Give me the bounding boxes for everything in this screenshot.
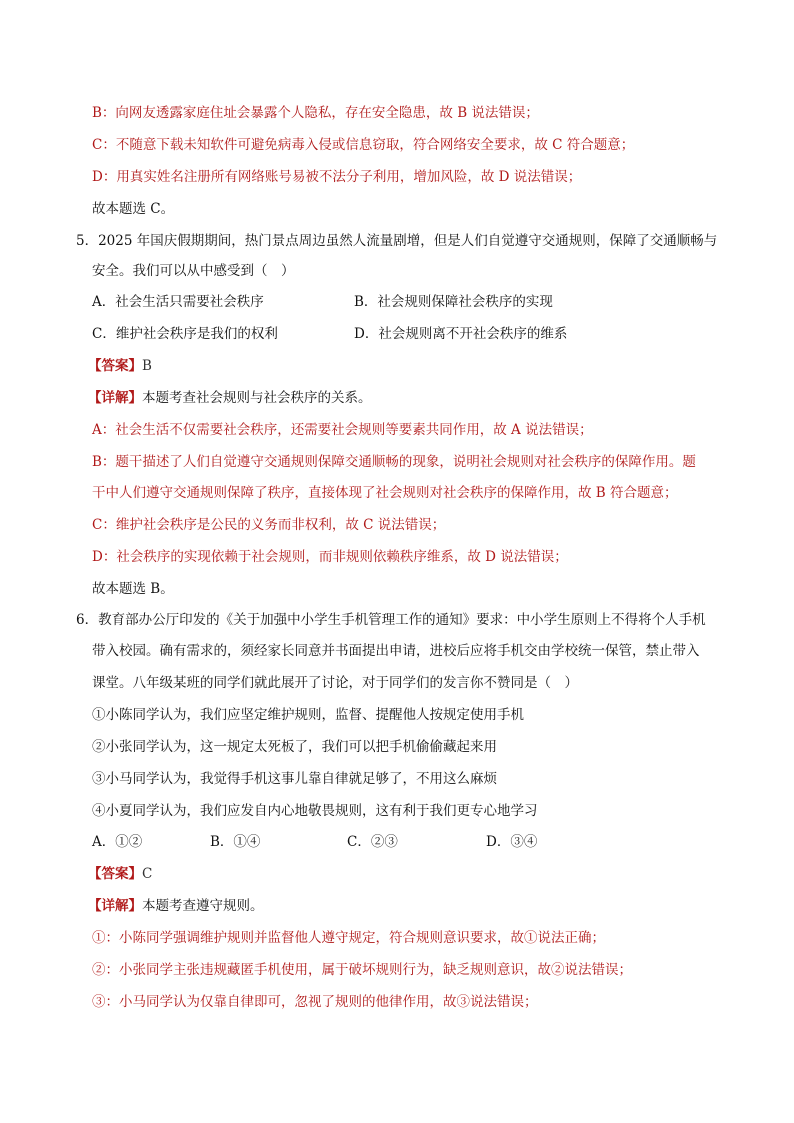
q5-option-a: A．社会生活只需要社会秩序 xyxy=(92,294,264,310)
q5-conclusion: 故本题选 B。 xyxy=(92,581,174,597)
q6-option-b: B．①④ xyxy=(210,834,261,850)
answer-value: C xyxy=(142,866,153,882)
q6-option-d: D．③④ xyxy=(486,834,538,850)
q5-option-c: C．维护社会秩序是我们的权利 xyxy=(92,326,278,342)
q5-explanation-a: A：社会生活不仅需要社会秩序，还需要社会规则等要素共同作用，故 A 说法错误； xyxy=(92,422,593,438)
answer-tag: 【答案】 xyxy=(88,358,142,374)
q5-explanation-c: C：维护社会秩序是公民的义务而非权利，故 C 说法错误； xyxy=(92,517,446,533)
q5-explanation-d: D：社会秩序的实现依赖于社会规则，而非规则依赖秩序维系，故 D 说法错误； xyxy=(92,549,568,565)
q5-detail xyxy=(88,388,372,408)
detail-tag: 【详解】 xyxy=(88,898,142,914)
q6-stem-line1: 6．教育部办公厅印发的《关于加强中小学生手机管理工作的通知》要求：中小学生原则上不得将个人手机 xyxy=(76,612,706,628)
q6-explanation-3: ③：小马同学认为仅靠自律即可，忽视了规则的他律作用，故③说法错误； xyxy=(92,994,538,1010)
q6-detail xyxy=(88,896,264,916)
q5-stem-line1: 5．2025 年国庆假期期间，热门景点周边虽然人流量剧增，但是人们自觉遵守交通规则，保障了交通顺畅与 xyxy=(76,233,718,249)
explanation-option-c: C：不随意下载未知软件可避免病毒入侵或信息窃取，符合网络安全要求，故 C 符合题意； xyxy=(92,137,635,153)
q6-statement-4: ④小夏同学认为，我们应发自内心地敬畏规则，这有利于我们更专心地学习 xyxy=(92,803,538,819)
explanation-option-d: D：用真实姓名注册所有网络账号易被不法分子利用，增加风险，故 D 说法错误； xyxy=(92,169,582,185)
q6-answer xyxy=(88,864,152,884)
q5-answer xyxy=(88,356,152,376)
q6-option-a: A．①② xyxy=(92,834,143,850)
q6-explanation-1: ①：小陈同学强调维护规则并监督他人遵守规定，符合规则意识要求，故①说法正确； xyxy=(92,930,605,946)
q5-option-d: D．社会规则离不开社会秩序的维系 xyxy=(354,326,568,342)
q6-statement-1: ①小陈同学认为，我们应坚定维护规则，监督、提醒他人按规定使用手机 xyxy=(92,707,524,723)
q6-statement-2: ②小张同学认为，这一规定太死板了，我们可以把手机偷偷藏起来用 xyxy=(92,739,497,755)
q6-stem-line3: 课堂。八年级某班的同学们就此展开了讨论，对于同学们的发言你不赞同是（ ） xyxy=(92,675,578,691)
q5-explanation-b-line1: B：题干描述了人们自觉遵守交通规则保障交通顺畅的现象，说明社会规则对社会秩序的保障作用。题 xyxy=(92,454,696,470)
q5-stem-line2: 安全。我们可以从中感受到（ ） xyxy=(92,263,295,279)
detail-text: 本题考查遵守规则。 xyxy=(142,898,264,914)
q5-option-b: B．社会规则保障社会秩序的实现 xyxy=(354,294,553,310)
q6-explanation-2: ②：小张同学主张违规藏匿手机使用，属于破坏规则行为，缺乏规则意识，故②说法错误； xyxy=(92,962,632,978)
detail-tag: 【详解】 xyxy=(88,390,142,406)
explanation-option-b: B：向网友透露家庭住址会暴露个人隐私，存在安全隐患，故 B 说法错误； xyxy=(92,105,539,121)
explanation-conclusion: 故本题选 C。 xyxy=(92,201,175,217)
answer-tag: 【答案】 xyxy=(88,866,142,882)
q5-explanation-b-line2: 干中人们遵守交通规则保障了秩序，直接体现了社会规则对社会秩序的保障作用，故 B 符合题意； xyxy=(92,485,678,501)
q6-option-c: C．②③ xyxy=(347,834,398,850)
detail-text: 本题考查社会规则与社会秩序的关系。 xyxy=(142,390,372,406)
q6-stem-line2: 带入校园。确有需求的，须经家长同意并书面提出申请，进校后应将手机交由学校统一保管，禁止带入 xyxy=(92,643,700,659)
answer-value: B xyxy=(142,358,152,374)
q6-statement-3: ③小马同学认为，我觉得手机这事儿靠自律就足够了，不用这么麻烦 xyxy=(92,771,497,787)
